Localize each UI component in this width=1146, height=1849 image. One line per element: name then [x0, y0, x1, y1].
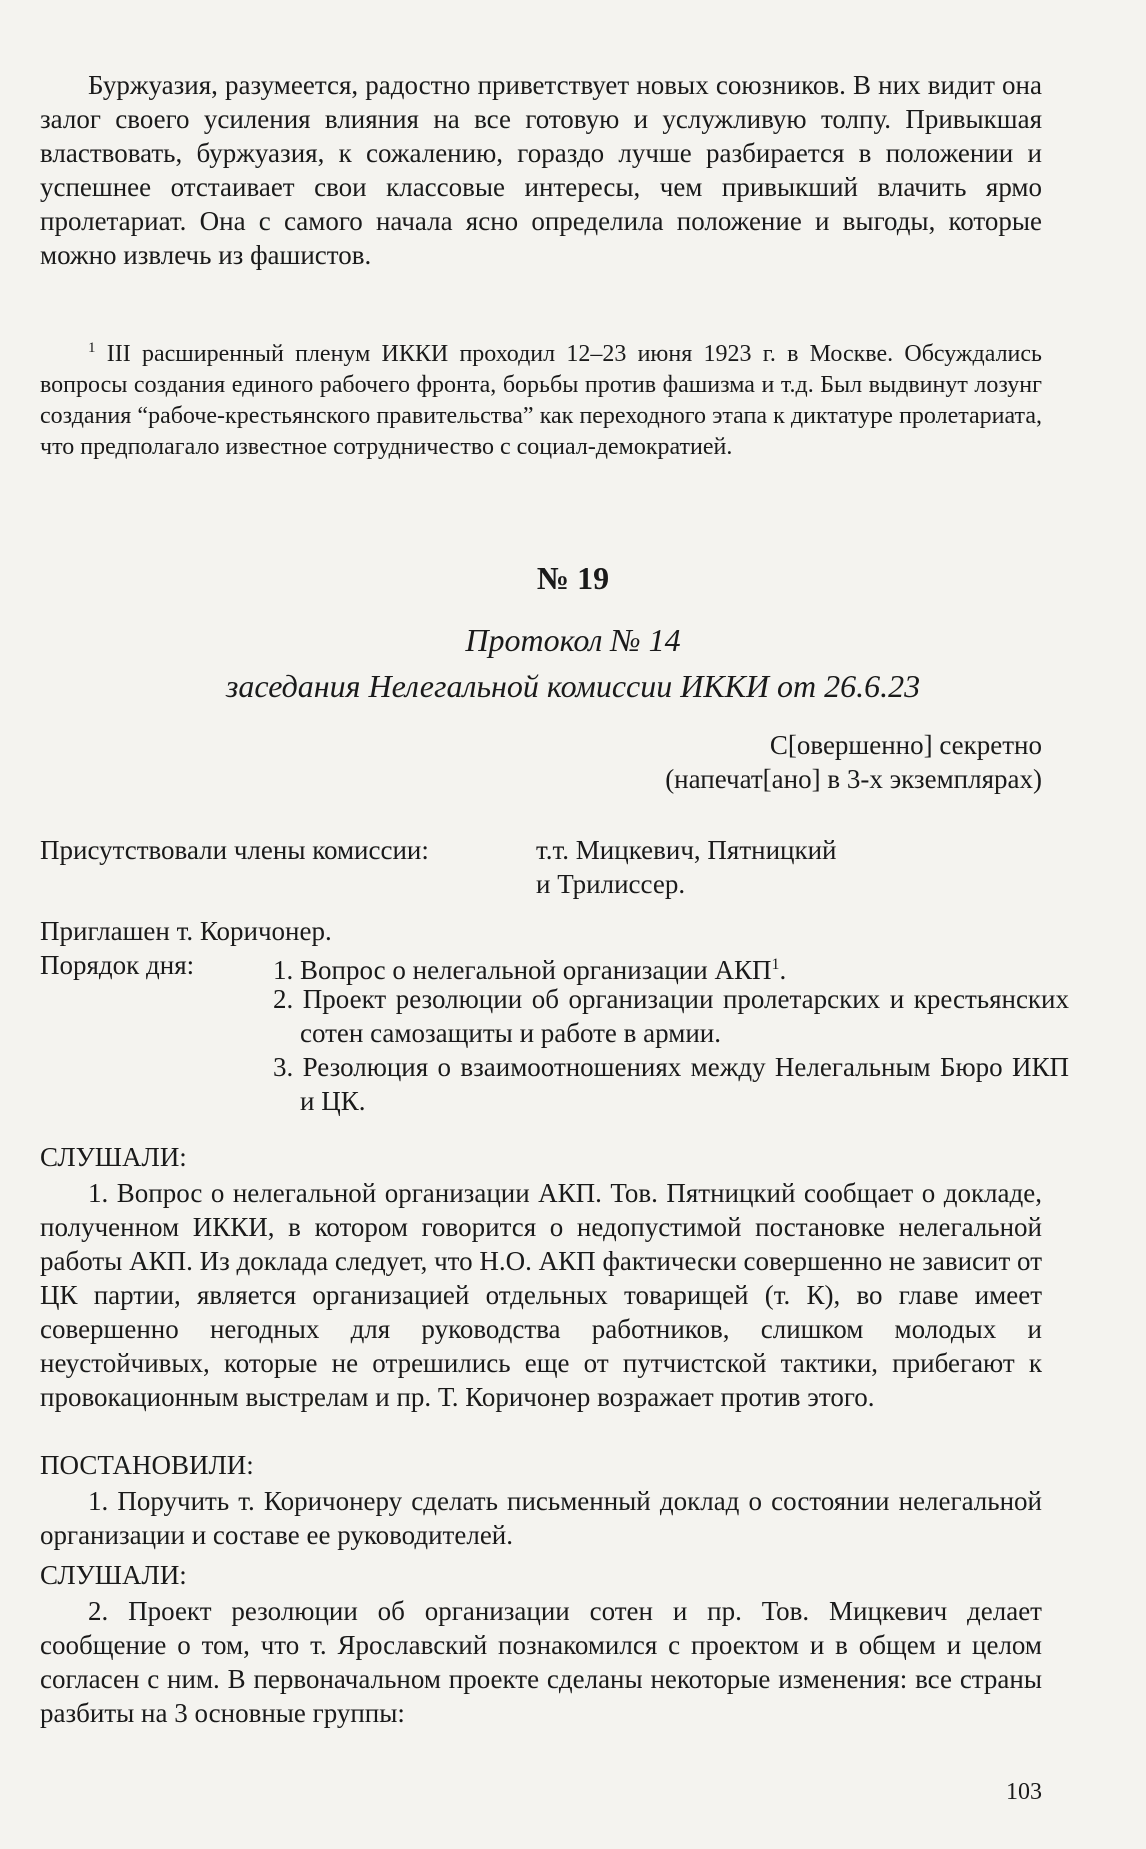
heard-text-2: 2. Проект резолюции об организации сотен и пр. Тов. Мицкевич делает сообщение о том, что т. Ярославский познакомился с проектом и в общем и целом согласен с ним. В первоначальном проекте сделаны некоторые изменения: все страны разбиты на 3 основные группы: [40, 1596, 1042, 1728]
agenda-item-3: 3. Резолюция о взаимоотношениях между Нелегальным Бюро ИКП и ЦК. [273, 1052, 1069, 1116]
copies-note: (напечат[ано] в 3-х экземплярах) [665, 764, 1042, 794]
present-label: Присутствовали члены комиссии: [40, 835, 429, 865]
protocol-subtitle: заседания Нелегальной комиссии ИККИ от 26.6.23 [225, 668, 921, 704]
agenda-label: Порядок дня: [40, 950, 195, 980]
classification-stamp [442, 728, 1042, 796]
footnote-marker: 1 [88, 340, 96, 356]
heard-heading-1: СЛУШАЛИ: [40, 1142, 187, 1172]
document-number: № 19 [536, 560, 610, 596]
agenda-item-2: 2. Проект резолюции об организации пролетарских и крестьянских сотен самозащиты и работе в армии. [273, 984, 1069, 1048]
agenda-item-1-text: 1. Вопрос о нелегальной организации АКП [273, 955, 772, 985]
invited-line: Приглашен т. Коричонер. [40, 916, 332, 946]
agenda-item-1-end: . [779, 955, 787, 985]
top-paragraph: Буржуазия, разумеется, радостно приветствует новых союзников. В них видит она залог своего усиления влияния на все готовую и услужливую толпу. Привыкшая властвовать, буржуазия, к сожалению, гораздо лучше разбирается в положении и успешнее отстаивает свои классовые интересы, чем привыкший влачить ярмо пролетариат. Она с самого начала ясно определила положение и выгоды, которые можно извлечь из фашистов. [40, 70, 1042, 270]
present-names-line2: и Трилиссер. [536, 869, 686, 899]
footnote [40, 333, 1042, 463]
heard-text-1: 1. Вопрос о нелегальной организации АКП. Тов. Пятницкий сообщает о докладе, полученном ИККИ, в котором говорится о недопустимой постановке нелегальной работы АКП. Из доклада следует, что Н.О. АКП фактически совершенно не зависит от ЦК партии, является организацией отдельных товарищей (т. К), во главе имеет совершенно негодных для руководства работников, слишком молодых и неустойчивых, которые не отрешились еще от путчистской тактики, прибегают к провокационным выстрелам и пр. Т. Коричонер возражает против этого. [40, 1178, 1042, 1412]
footnote-text: III расширенный пленум ИККИ проходил 12–23 июня 1923 г. в Москве. Обсуждались вопросы создания единого рабочего фронта, борьбы против фашизма и т.д. Был выдвинут лозунг создания “рабоче-крестьянского правительства” как переходного этапа к диктатуре пролетариата, что предполагало известное сотрудничество с социал-демократией. [40, 341, 1042, 460]
page-number: 103 [1006, 1779, 1042, 1805]
protocol-title: Протокол № 14 [465, 622, 681, 658]
resolved-text: 1. Поручить т. Коричонеру сделать письменный доклад о состоянии нелегальной организации и составе ее руководителей. [40, 1486, 1042, 1550]
heard-heading-2: СЛУШАЛИ: [40, 1560, 187, 1590]
resolved-heading: ПОСТАНОВИЛИ: [40, 1450, 254, 1480]
classification-label: С[овершенно] секретно [769, 730, 1042, 760]
agenda-item-1-footnote-ref: 1 [771, 956, 780, 973]
present-names-line1: т.т. Мицкевич, Пятницкий [536, 835, 837, 865]
